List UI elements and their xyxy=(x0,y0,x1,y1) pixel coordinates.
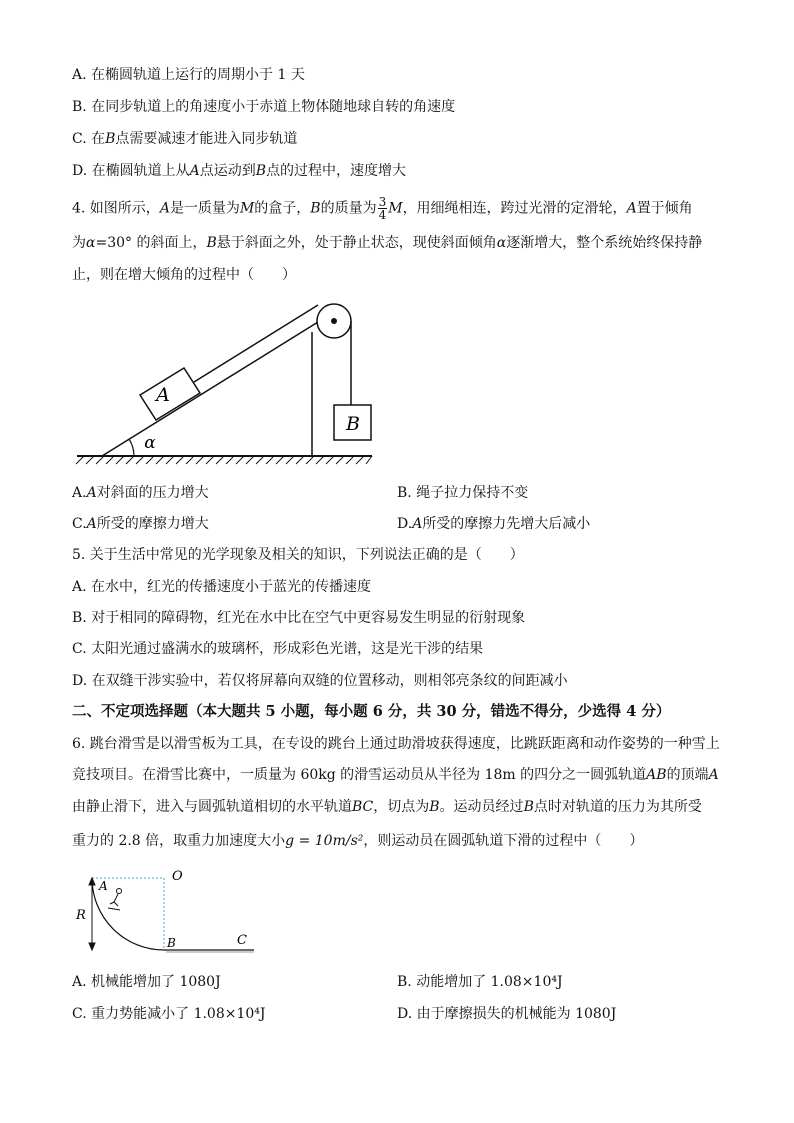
q4-var-alpha: α xyxy=(86,235,96,251)
q6-l3d: 点时对轨道的压力为其所受 xyxy=(533,799,702,815)
q6-option-a: A. 机械能增加了 1080J xyxy=(72,974,221,990)
angle-alpha-label: α xyxy=(144,433,156,453)
q4-l1a: 4. 如图所示， xyxy=(72,200,160,217)
q6-gravity-formula: g = 10m/s² xyxy=(285,833,364,849)
box-a xyxy=(140,368,200,420)
q3c-var: B xyxy=(105,131,116,147)
q6-option-b: B. 动能增加了 1.08×10⁴J xyxy=(397,974,563,990)
q4d-var: A xyxy=(412,516,423,532)
q6-stem-line3 xyxy=(72,798,702,816)
q3d-post: 点的过程中，速度增大 xyxy=(266,163,407,179)
section-2-header: 二、不定项选择题（本大题共 5 小题，每小题 6 分，共 30 分，错选不得分，少选得 4 分） xyxy=(72,703,671,720)
q4a-pre: A. xyxy=(72,485,87,501)
pulley xyxy=(317,304,351,338)
q4-stem-line2 xyxy=(72,234,702,252)
q5-option-b: B. 对于相同的障碍物，红光在水中比在空气中更容易发生明显的衍射现象 xyxy=(72,610,526,626)
label-b: B xyxy=(167,936,176,950)
q6-stem-line2 xyxy=(72,766,719,784)
q6-l3b: ，切点为 xyxy=(373,799,430,815)
incline-plane xyxy=(102,322,318,456)
label-c: C xyxy=(237,933,247,948)
q6-l2-var1: AB xyxy=(646,767,667,783)
q4-l2d: 逐渐增大，整个系统始终保持静 xyxy=(506,235,703,251)
q3-option-b: B. 在同步轨道上的角速度小于赤道上物体随地球自转的角速度 xyxy=(72,99,456,115)
q4-option-c xyxy=(72,515,209,533)
q6-stem-line1: 6. 跳台滑雪是以滑雪板为工具，在专设的跳台上通过助滑坡获得速度，比跳跃距离和动作姿势的一种雪上 xyxy=(72,736,720,752)
q6-l2-var2: A xyxy=(708,767,719,783)
q4-option-a xyxy=(72,484,209,502)
q4-var-b2: B xyxy=(206,235,217,251)
q6-l2a: 竞技项目。在滑雪比赛中，一质量为 60kg 的滑雪运动员从半径为 18m 的四分之一圆弧轨道 xyxy=(72,767,647,783)
horizontal-track xyxy=(164,950,254,952)
q6-l3c: 。运动员经过 xyxy=(439,799,524,815)
q4d-pre: D. xyxy=(397,516,413,532)
q3d-var1: A xyxy=(189,163,200,179)
q5-option-c: C. 太阳光通过盛满水的玻璃杯，形成彩色光谱，这是光干涉的结果 xyxy=(72,641,484,657)
q4-l1e: ，用细绳相连，跨过光滑的定滑轮， xyxy=(402,200,627,217)
q4a-var: A xyxy=(86,485,97,501)
label-a: A xyxy=(99,879,108,893)
angle-arc xyxy=(129,439,134,456)
q6-l4a: 重力的 2.8 倍，取重力加速度大小 xyxy=(72,833,286,849)
q5-option-d: D. 在双缝干涉实验中，若仅将屏幕向双缝的位置移动，则相邻亮条纹的间距减小 xyxy=(72,673,568,689)
q4a-post: 对斜面的压力增大 xyxy=(96,485,209,501)
q6-option-d: D. 由于摩擦损失的机械能为 1080J xyxy=(397,1006,617,1022)
q4-l2b: =30° 的斜面上， xyxy=(95,235,207,251)
q4-l1b: 是一质量为 xyxy=(169,200,240,217)
q6-track-figure xyxy=(72,866,272,956)
q4-var-a: A xyxy=(159,200,170,217)
q4c-var: A xyxy=(86,516,97,532)
q4d-post: 所受的摩擦力先增大后减小 xyxy=(422,516,591,532)
q4-fraction xyxy=(378,196,388,221)
q4c-post: 所受的摩擦力增大 xyxy=(96,516,209,532)
q4-l1f: 置于倾角 xyxy=(636,200,693,217)
q6-option-c: C. 重力势能减小了 1.08×10⁴J xyxy=(72,1006,266,1022)
q4-option-d xyxy=(397,515,590,533)
q3d-mid: 点运动到 xyxy=(199,163,256,179)
frac-num: 3 xyxy=(378,195,387,209)
label-r: R xyxy=(76,908,86,923)
q4-l2c: 悬于斜面之外，处于静止状态，现使斜面倾角 xyxy=(216,235,497,251)
q4-stem-line3: 止，则在增大倾角的过程中（ ） xyxy=(72,267,296,283)
q4-l2a: 为 xyxy=(72,235,86,251)
q3c-post: 点需要减速才能进入同步轨道 xyxy=(115,131,298,147)
box-a-label: A xyxy=(156,384,170,406)
q6-l4b: ，则运动员在圆弧轨道下滑的过程中（ ） xyxy=(363,833,644,849)
q4-var-alpha2: α xyxy=(496,235,507,251)
q4-stem-line1 xyxy=(72,196,693,221)
q3-option-c xyxy=(72,130,297,148)
q3d-var2: B xyxy=(255,163,267,179)
frac-den: 4 xyxy=(378,208,387,222)
q4-var-b: B xyxy=(310,200,321,217)
box-b-label: B xyxy=(346,413,360,435)
q4-option-b: B. 绳子拉力保持不变 xyxy=(397,485,529,501)
ground-hatching xyxy=(76,456,372,464)
q5-stem: 5. 关于生活中常见的光学现象及相关的知识，下列说法正确的是（ ） xyxy=(72,547,524,563)
q6-l3a: 由静止滑下，进入与圆弧轨道相切的水平轨道 xyxy=(72,799,352,815)
q3c-pre: C. 在 xyxy=(72,131,106,147)
q6-l2b: 的顶端 xyxy=(666,767,709,783)
q3-option-a: A. 在椭圆轨道上运行的周期小于 1 天 xyxy=(72,67,305,83)
q3d-pre: D. 在椭圆轨道上从 xyxy=(72,163,190,179)
q4-incline-figure xyxy=(72,292,382,467)
rope-on-incline xyxy=(194,305,318,382)
radius-arrow xyxy=(89,878,95,950)
skier-icon xyxy=(108,889,122,911)
q4-var-a2: A xyxy=(626,200,637,217)
q6-l3-var2: B xyxy=(429,799,440,815)
q4-var-m: M xyxy=(239,200,255,217)
q4-l1c: 的盒子， xyxy=(254,200,311,217)
q4c-pre: C. xyxy=(72,516,87,532)
q4-l1d: 的质量为 xyxy=(320,200,377,217)
q6-l3-var3: B xyxy=(523,799,534,815)
q3-option-d xyxy=(72,162,406,180)
q6-stem-line4 xyxy=(72,832,643,850)
q4-var-m2: M xyxy=(388,200,403,217)
q5-option-a: A. 在水中，红光的传播速度小于蓝光的传播速度 xyxy=(72,579,372,595)
label-o: O xyxy=(172,869,183,884)
q6-l3-var1: BC xyxy=(352,799,374,815)
